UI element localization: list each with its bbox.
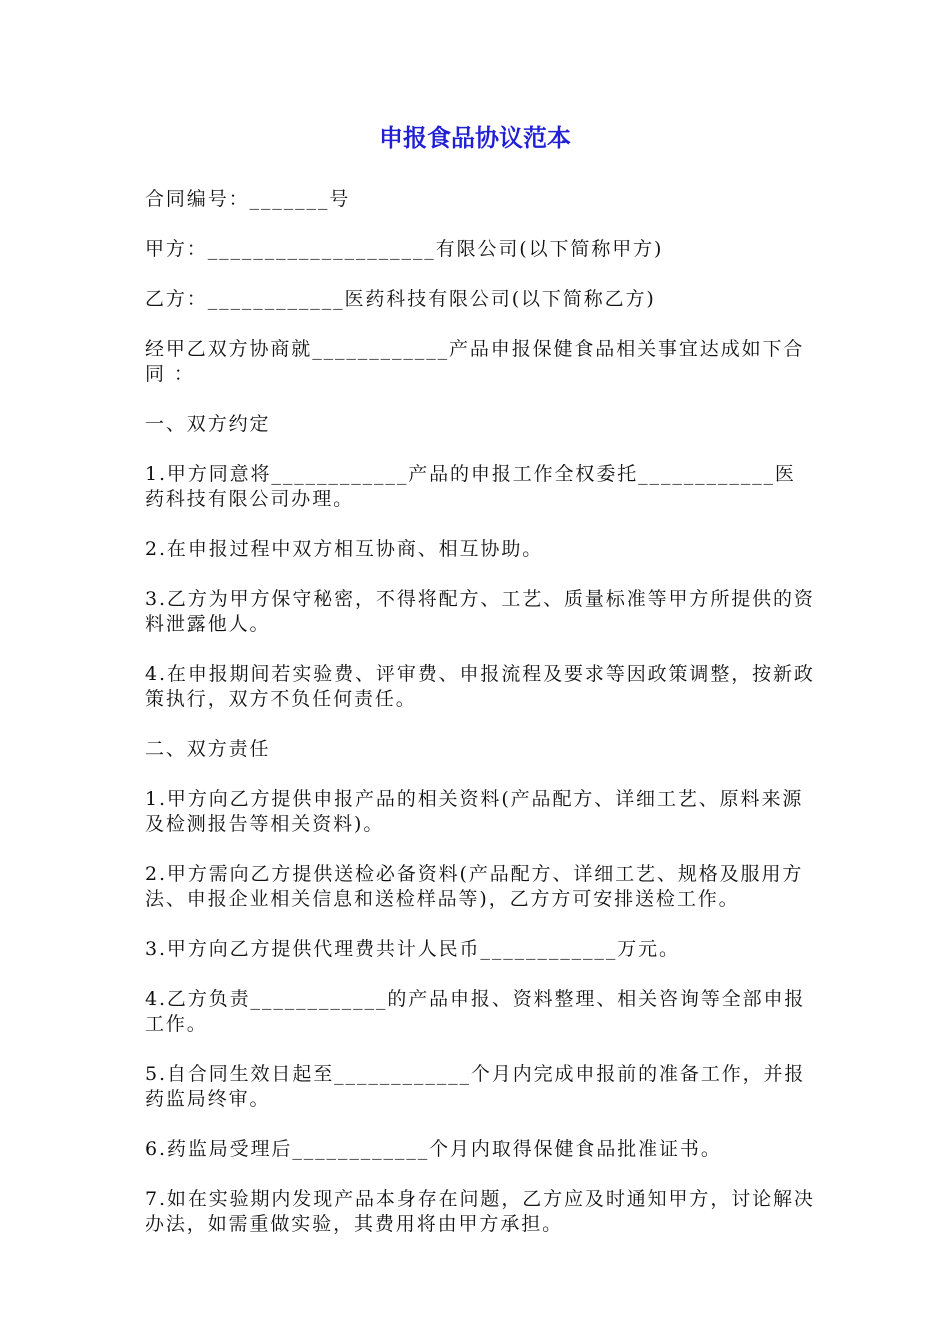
party-a: 甲方：____________________有限公司(以下简称甲方)	[145, 238, 664, 260]
section-2-item-4: 4.乙方负责____________的产品申报、资料整理、相关咨询等全部申报工作。	[145, 988, 806, 1035]
section-2-item-3: 3.甲方向乙方提供代理费共计人民币____________万元。	[145, 938, 680, 960]
party-b: 乙方：____________医药科技有限公司(以下简称乙方)	[145, 288, 656, 310]
section-1-heading: 一、双方约定	[145, 413, 271, 435]
document-title: 申报食品协议范本	[379, 124, 571, 152]
section-2-item-2: 2.甲方需向乙方提供送检必备资料(产品配方、详细工艺、规格及服用方法、申报企业相关信息和送检样品等)，乙方方可安排送检工作。	[145, 863, 804, 910]
section-2-item-5: 5.自合同生效日起至____________个月内完成申报前的准备工作，并报药监局终审。	[145, 1063, 806, 1110]
section-2-heading: 二、双方责任	[145, 738, 271, 760]
section-2-item-1: 1.甲方向乙方提供申报产品的相关资料(产品配方、详细工艺、原料来源及检测报告等相关资料)。	[145, 788, 804, 835]
section-2-item-7: 7.如在实验期内发现产品本身存在问题，乙方应及时通知甲方，讨论解决办法，如需重做实验，其费用将由甲方承担。	[145, 1188, 815, 1235]
section-1-item-2: 2.在申报过程中双方相互协商、相互协助。	[145, 538, 544, 560]
intro-paragraph: 经甲乙双方协商就____________产品申报保健食品相关事宜达成如下合同 ：	[145, 338, 805, 385]
section-1-item-3: 3.乙方为甲方保守秘密，不得将配方、工艺、质量标准等甲方所提供的资料泄露他人。	[145, 588, 815, 635]
section-1-item-4: 4.在申报期间若实验费、评审费、申报流程及要求等因政策调整，按新政策执行，双方不负任何责任。	[145, 663, 815, 710]
section-2-item-6: 6.药监局受理后____________个月内取得保健食品批准证书。	[145, 1138, 722, 1160]
section-1-item-1: 1.甲方同意将____________产品的申报工作全权委托____________医药科技有限公司办理。	[145, 463, 796, 510]
contract-number: 合同编号：_______号	[145, 188, 351, 210]
